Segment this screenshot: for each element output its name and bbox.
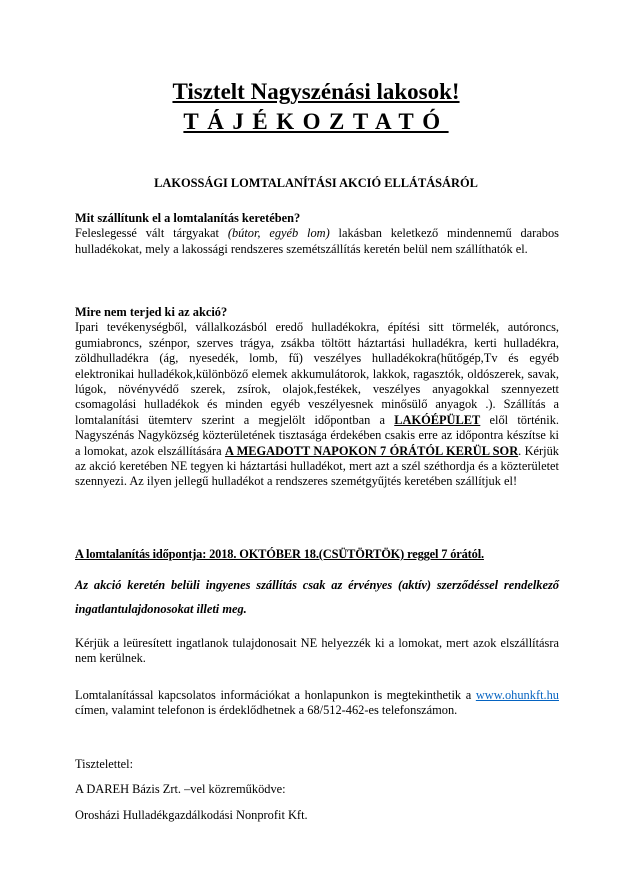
section2-text-a: Ipari tevékenységből, vállalkozásból eredő hulladékokra, építési sitt törmelék, autóroncs, gumiabroncs, szénpor, szerves trágya, zsákba töltött háztartási hulladékra, kerti hulladékra, zöldhulladékra (ág, nyesedék, lomb, fű) veszélyes hulladékokra(hűtőgép,Tv és egyéb elektronikai hulladékok,különböző elemek akkumulátorok, lakkok, ragasztók, oldószerek, savak, lúgok, növényvédő szerek, zsírok, olajok,festékek, veszélyes anyagokkal szennyezett csomagolási hulladékok és minden egyéb veszélyesnek minősülő anyagok .). Szállítás a lomtalanítási ütemterv szerint a megjelölt időpontban a — [75, 320, 559, 427]
section2-heading: Mire nem terjed ki az akció? — [75, 305, 228, 319]
signoff-greeting: Tisztelettel: — [75, 757, 134, 771]
section2-text-b: elől történik. Nagyszénás Nagyközség közterületének tisztasága érdekében csakis erre az időpontra készítse ki a lomokat, azok elszállítására — [75, 412, 559, 458]
section2-text-schedule: A MEGADOTT NAPOKON 7 ÓRÁTÓL KERÜL SOR — [224, 443, 519, 458]
section1-paragraph — [75, 226, 559, 257]
section1-text-a: Feleslegessé vált tárgyakat — [75, 226, 228, 241]
vacant-property-request: Kérjük a leüresített ingatlanok tulajdonosait NE helyezzék ki a lomokat, mert azok elszállításra nem kerülnek. — [75, 636, 559, 666]
section-what-we-collect — [75, 211, 559, 257]
page-subtitle: TÁJÉKOZTATÓ — [183, 109, 449, 134]
section-exclusions — [75, 305, 559, 490]
section2-text-building: LAKÓÉPÜLET — [394, 412, 481, 427]
collection-date: A lomtalanítás időpontja: 2018. OKTÓBER 18.(CSÜTÖRTÖK) reggel 7 órától. — [75, 547, 484, 561]
info-text-a: Lomtalanítással kapcsolatos információkat a honlapunkon is megtekinthetik a — [75, 688, 476, 702]
signoff-org-dareh: A DAREH Bázis Zrt. –vel közreműködve: — [75, 782, 286, 796]
page-title: Tisztelt Nagyszénási lakosok! — [172, 79, 460, 104]
section2-text-c: . Kérjük az akció keretében NE tegyen ki háztartási hulladékot, mert azt a szél széthordja és a közterületet szennyezi. Az ilyen jellegű hulladékot a rendszeres szemétgyűjtés keretében szállítjuk el! — [75, 443, 559, 489]
info-paragraph — [75, 688, 559, 719]
section2-paragraph — [75, 320, 559, 489]
eligibility-note: Az akció keretén belüli ingyenes szállítás csak az érvényes (aktív) szerződéssel rendelkező ingatlantulajdonosokat illeti meg. — [75, 578, 559, 616]
section1-text-italic: (bútor, egyéb lom) — [227, 226, 330, 241]
section1-text-b: lakásban keletkező mindennemű darabos hulladékokat, mely a lakossági rendszeres szemétszállítás keretén belül nem szállíthatók el. — [75, 226, 560, 256]
section1-heading: Mit szállítunk el a lomtalanítás keretében? — [75, 211, 301, 225]
topic-heading: LAKOSSÁGI LOMTALANÍTÁSI AKCIÓ ELLÁTÁSÁRÓL — [154, 176, 478, 190]
website-link[interactable]: www.ohunkft.hu — [475, 688, 559, 702]
info-text-b: címen, valamint telefonon is érdeklődhetnek a 68/512-462-es telefonszámon. — [75, 703, 458, 718]
signoff-org-ohu: Orosházi Hulladékgazdálkodási Nonprofit Kft. — [75, 808, 308, 822]
